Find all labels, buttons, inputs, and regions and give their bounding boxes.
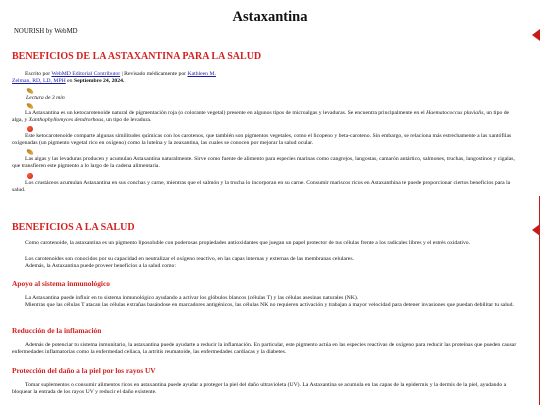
- paragraph: Las algas y las levaduras producen y acumulan Astaxantina naturalmente. Sirve como fuente de alimento para especies marinas como cangrejos, langostas, camarón antártico, salmones, truchas, langostinos y cigalas, que transfieren este pigmento a lo largo de la cadena alimentaria.: [12, 156, 515, 169]
- paragraph: Además, la Astaxantina puede proveer beneficios a la salud como:: [25, 263, 176, 269]
- brand-label: NOURISH by WebMD: [14, 28, 78, 35]
- leaf-icon: [27, 88, 34, 95]
- author-link[interactable]: WebMD Editorial Contributor: [51, 71, 121, 77]
- reviewer-link-line2[interactable]: Zelman, RD, LD, MPH: [12, 77, 66, 84]
- paragraph: La Astaxantina es un ketocarotenoide natural de pigmentación roja (o colorante vegetal) presente en algunos tipos de microalgas y levaduras. Se encuentra principalmente en el Haematococcus pluvialis, un tipo de alga, y Xanthophyllomyces dendrorhous, un tipo de levadura.: [12, 110, 510, 123]
- paragraph: Este ketocarotenoide comparte algunas similitudes químicas con los carotenos, que también son pigmentos vegetales, como el licopeno y beta-caroteno. Sin embargo, se relaciona más estrechamente a las xantófilas oxigenadas (un pigmento vegetal rico en oxígeno) como la luteína y la zeaxantina, las cuales se conocen por mejorar la salud ocular.: [12, 133, 512, 146]
- paragraph: Los crustáceos acumulan Astaxantina en sus conchas y carne, mientras que el salmón y la trucha lo incorporan en su carne. Consumir mariscos ricos en Astaxanthina te puede proporcionar ciertos beneficios para la salud.: [12, 180, 511, 193]
- read-time: Lectura de 3 min: [26, 95, 65, 101]
- byline: Escrito por WebMD Editorial Contributor | Revisado médicamente por Kathleen M. Zelman, RD, LD, MPH en Septiembre 24, 2024.: [12, 71, 216, 84]
- section-heading-benefits: BENEFICIOS DE LA ASTAXANTINA PARA LA SALUD: [12, 51, 262, 62]
- publish-date: Septiembre 24, 2024.: [73, 77, 125, 84]
- paragraph: La Astaxantina puede influir en tu sistema inmunológico ayudando a activar los glóbulos blancos (células T) y las células asesinas naturales (NK).: [25, 295, 359, 301]
- leaf-icon: [27, 103, 34, 110]
- section-heading-health-benefits: BENEFICIOS A LA SALUD: [12, 222, 135, 233]
- sidebar-toggle-arrow[interactable]: [532, 29, 540, 41]
- reviewer-link-line1[interactable]: Kathleen M.: [187, 71, 216, 77]
- paragraph: Como carotenoide, la astaxantina es un pigmento liposoluble con poderosas propiedades antioxidantes que juegan un papel protector de tus células frente a los radicales libres y el estrés oxidativo.: [25, 240, 471, 246]
- paragraph: Mientras que las células T atacan las células extrañas basándose en marcadores antigénicos, las células NK no requieren activación y trabajan a mayor velocidad para detener invasiones que puedan debilitar tu salud.: [25, 302, 514, 308]
- subheading-uv-protection: Protección del daño a la piel por los rayos UV: [12, 366, 156, 375]
- page-title: Astaxantina: [232, 9, 308, 25]
- tomato-icon: [27, 126, 33, 132]
- paragraph: Además de potenciar tu sistema inmunitario, la astaxantina puede ayudarte a reducir la inflamación. En particular, este pigmento actúa en las especies reactivas de oxígeno para reducir las proteínas que pueden causar enfermedades inflamatorias como la enfermedad celíaca, la artritis reumatoide, las enfermedades cardíacas y la diabetes.: [12, 342, 517, 355]
- subheading-immune: Apoyo al sistema inmunológico: [12, 279, 110, 288]
- subheading-inflammation: Reducción de la inflamación: [12, 326, 102, 335]
- paragraph: Los carotenoides son conocidos por su capacidad en neutralizar el oxígeno reactivo, en las capas internas y externas de las membranas celulares.: [25, 256, 354, 262]
- paragraph: Tomar suplementos o consumir alimentos ricos en astaxantina puede ayudar a proteger la piel del daño ultravioleta (UV). La Astaxantina se acumula en las capas de la epidermis y la dermis de la piel, ayudando a bloquear la entrada de los rayos UV y reducir el daño existente.: [12, 382, 507, 395]
- leaf-icon: [27, 149, 34, 156]
- tomato-icon: [27, 173, 33, 179]
